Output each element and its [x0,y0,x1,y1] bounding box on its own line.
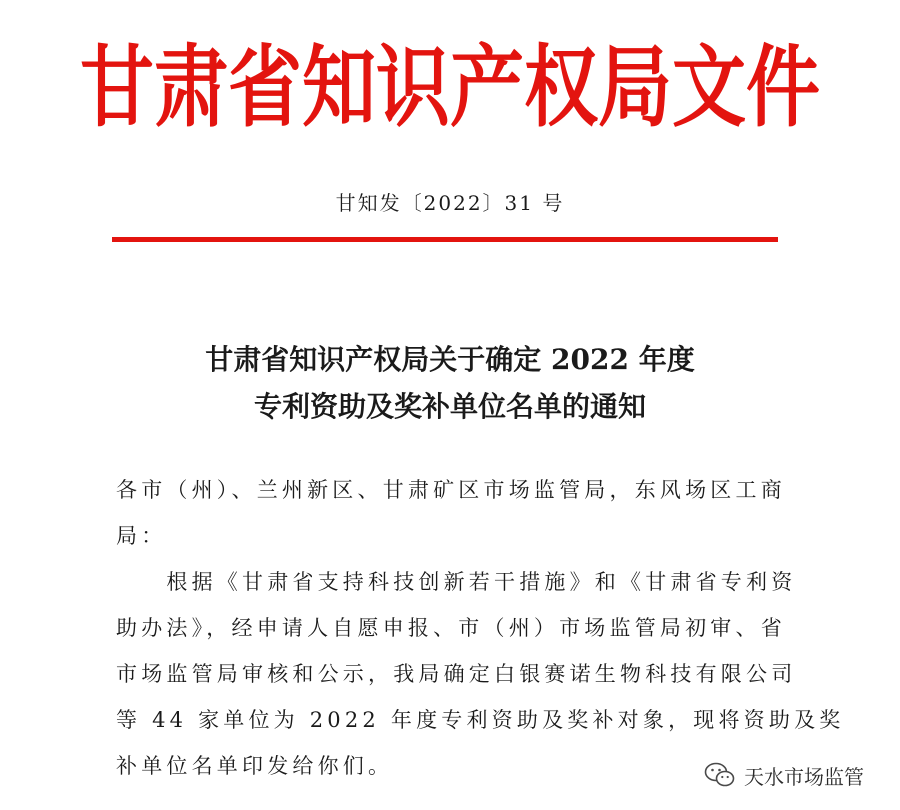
wechat-icon [704,761,736,789]
document-header-title: 甘肃省知识产权局文件 [80,36,820,140]
body-line: 局： [116,524,167,548]
red-divider-line [112,237,778,242]
notice-title-line-1: 甘肃省知识产权局关于确定 2022 年度 [205,343,695,376]
body-line: 市场监管局审核和公示，我局确定白银赛诺生物科技有限公司 [116,662,797,686]
body-line: 根据《甘肃省支持科技创新若干措施》和《甘肃省专利资 [116,570,797,594]
body-line: 助办法》，经申请人自愿申报、市（州）市场监管局初审、省 [116,616,786,640]
body-line: 等 44 家单位为 2022 年度专利资助及奖补对象，现将资助及奖 [116,708,845,732]
body-line: 各市（州）、兰州新区、甘肃矿区市场监管局，东风场区工商 [116,478,786,502]
notice-title-line-2: 专利资助及奖补单位名单的通知 [253,390,646,423]
document-number: 甘知发〔2022〕31 号 [335,191,565,215]
watermark-text: 天水市场监管 [744,764,864,789]
body-line: 补单位名单印发给你们。 [116,754,394,778]
account-watermark [704,758,864,792]
